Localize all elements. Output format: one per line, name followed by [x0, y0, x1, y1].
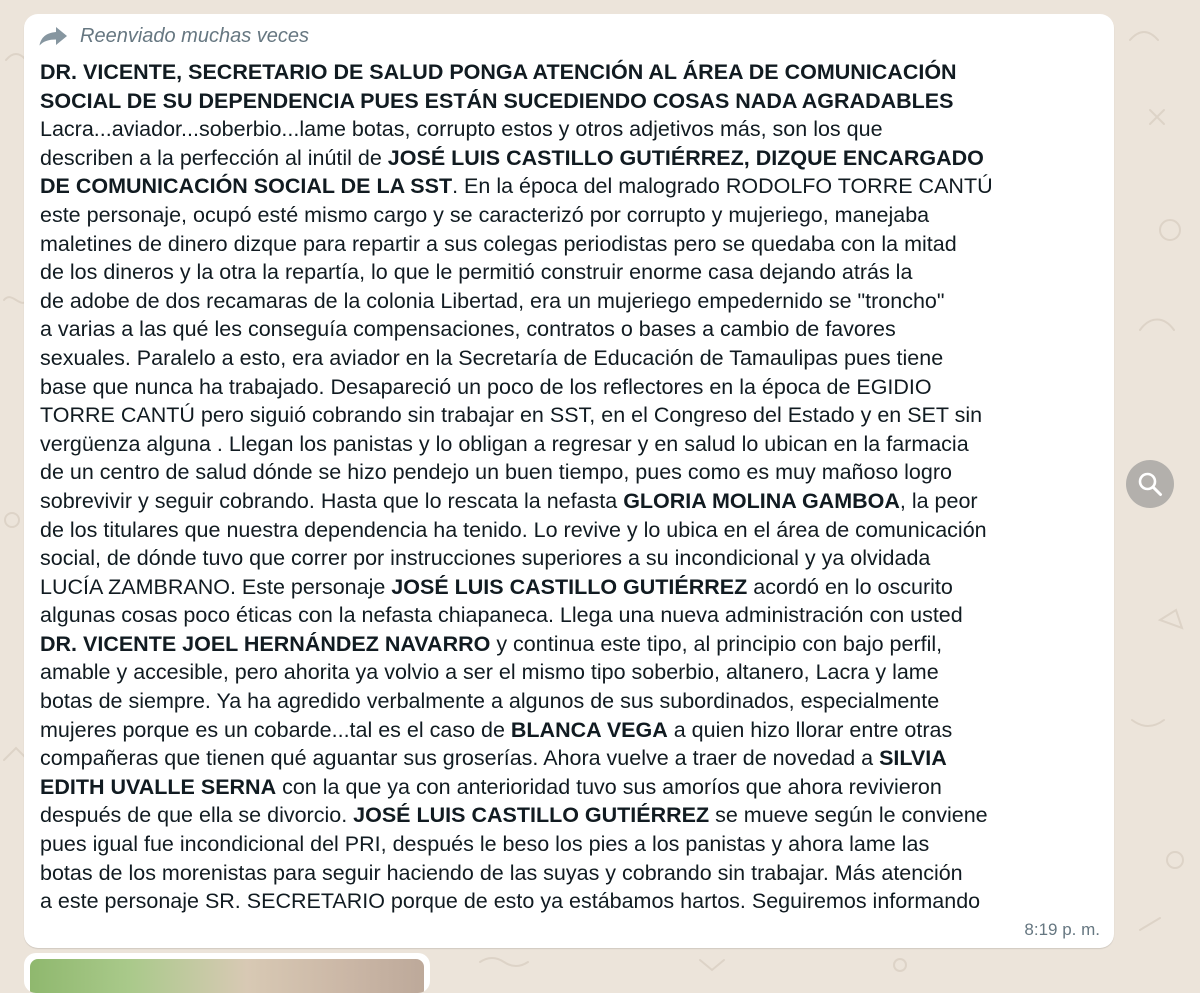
message-plain-text: este personaje, ocupó esté mismo cargo y se caracterizó por corrupto y mujeriego, manejaba	[40, 202, 930, 227]
message-plain-text: pues igual fue incondicional del PRI, después le beso los pies a los panistas y ahora lame las	[40, 832, 930, 857]
message-plain-text: mujeres porque es un cobarde...tal es el caso de	[40, 717, 511, 742]
message-line	[40, 744, 1102, 773]
message-timestamp: 8:19 p. m.	[1024, 920, 1100, 939]
message-bold-text: DE COMUNICACIÓN SOCIAL DE LA SST	[40, 174, 453, 199]
message-plain-text: vergüenza alguna . Llegan los panistas y lo obligan a regresar y en salud lo ubican en la farmacia	[40, 431, 969, 456]
message-line	[40, 315, 1102, 344]
message-plain-text: de adobe de dos recamaras de la colonia Libertad, era un mujeriego empedernido se "troncho"	[40, 288, 945, 313]
message-bubble[interactable]	[24, 14, 1114, 948]
message-line	[40, 401, 1102, 430]
message-line	[40, 887, 1102, 916]
message-line	[40, 201, 1102, 230]
message-line	[40, 430, 1102, 459]
message-plain-text: de los titulares que nuestra dependencia ha tenido. Lo revive y lo ubica en el área de comunicación	[40, 517, 987, 542]
message-bold-text: DR. VICENTE JOEL HERNÁNDEZ NAVARRO	[40, 631, 491, 656]
message-line	[40, 687, 1102, 716]
message-plain-text: . En la época del malogrado RODOLFO TORRE CANTÚ	[452, 174, 993, 199]
message-line	[40, 58, 1102, 87]
message-plain-text: maletines de dinero dizque para repartir a sus colegas periodistas pero se quedaba con la mitad	[40, 231, 957, 256]
message-line	[40, 144, 1102, 173]
message-bold-text: BLANCA VEGA	[510, 717, 668, 742]
message-plain-text: acordó en lo oscurito	[747, 574, 953, 599]
message-plain-text: a quien hizo llorar entre otras	[667, 717, 953, 742]
message-line	[40, 458, 1102, 487]
message-line	[40, 830, 1102, 859]
message-line	[40, 258, 1102, 287]
message-bold-text: SILVIA	[879, 746, 947, 771]
message-line	[40, 344, 1102, 373]
forwarded-indicator	[38, 22, 309, 50]
forwarded-label: Reenviado muchas veces	[80, 24, 310, 47]
message-line	[40, 87, 1102, 116]
message-line	[40, 287, 1102, 316]
forward-arrow-icon	[38, 25, 68, 47]
message-bold-text: JOSÉ LUIS CASTILLO GUTIÉRREZ	[391, 574, 748, 599]
message-plain-text: base que nunca ha trabajado. Desapareció un poco de los reflectores en la época de EGIDIO	[40, 374, 932, 399]
search-icon	[1137, 471, 1163, 497]
search-button[interactable]	[1126, 460, 1174, 508]
message-line	[40, 601, 1102, 630]
message-bold-text: EDITH UVALLE SERNA	[40, 774, 277, 799]
message-line	[40, 544, 1102, 573]
message-line	[40, 115, 1102, 144]
message-plain-text: de los dineros y la otra la repartía, lo que le permitió construir enorme casa dejando atrás la	[40, 260, 913, 285]
message-line	[40, 487, 1102, 516]
message-line	[40, 373, 1102, 402]
message-plain-text: Lacra...aviador...soberbio...lame botas, corrupto estos y otros adjetivos más, son los que	[40, 117, 883, 142]
message-plain-text: compañeras que tienen qué aguantar sus groserías. Ahora vuelve a traer de novedad a	[40, 746, 880, 771]
message-plain-text: sexuales. Paralelo a esto, era aviador en la Secretaría de Educación de Tamaulipas pues tiene	[40, 345, 944, 370]
message-plain-text: se mueve según le conviene	[709, 803, 988, 828]
message-plain-text: a este personaje SR. SECRETARIO porque de esto ya estábamos hartos. Seguiremos informando	[40, 889, 981, 914]
message-line	[40, 230, 1102, 259]
message-line	[40, 859, 1102, 888]
message-plain-text: sobrevivir y seguir cobrando. Hasta que lo rescata la nefasta	[40, 488, 624, 513]
message-line	[40, 630, 1102, 659]
message-plain-text: TORRE CANTÚ pero siguió cobrando sin trabajar en SST, en el Congreso del Estado y en SET sin	[40, 403, 983, 428]
message-line	[40, 716, 1102, 745]
message-plain-text: , la peor	[899, 488, 978, 513]
message-line	[40, 773, 1102, 802]
message-plain-text: social, de dónde tuvo que correr por instrucciones superiores a su incondicional y ya olvidada	[40, 546, 931, 571]
next-message-bubble[interactable]	[24, 953, 430, 993]
message-plain-text: describen a la perfección al inútil de	[40, 145, 388, 170]
message-text	[40, 58, 1102, 916]
message-bold-text: GLORIA MOLINA GAMBOA	[623, 488, 900, 513]
message-plain-text: con la que ya con anterioridad tuvo sus amoríos que ahora revivieron	[276, 774, 942, 799]
message-line	[40, 658, 1102, 687]
message-bold-text: SOCIAL DE SU DEPENDENCIA PUES ESTÁN SUCEDIENDO COSAS NADA AGRADABLES	[40, 88, 954, 113]
message-plain-text: a varias a las qué les conseguía compensaciones, contratos o bases a cambio de favores	[40, 317, 896, 342]
message-plain-text: algunas cosas poco éticas con la nefasta chiapaneca. Llega una nueva administración con usted	[40, 603, 963, 628]
message-plain-text: después de que ella se divorcio.	[40, 803, 354, 828]
message-line	[40, 516, 1102, 545]
message-plain-text: y continua este tipo, al principio con bajo perfil,	[490, 631, 943, 656]
message-bold-text: JOSÉ LUIS CASTILLO GUTIÉRREZ	[353, 803, 710, 828]
message-bold-text: JOSÉ LUIS CASTILLO GUTIÉRREZ, DIZQUE ENCARGADO	[387, 145, 984, 170]
message-plain-text: de un centro de salud dónde se hizo pendejo un buen tiempo, pues como es muy mañoso logro	[40, 460, 952, 485]
message-plain-text: botas de los morenistas para seguir haciendo de las suyas y cobrando sin trabajar. Más atención	[40, 860, 963, 885]
message-plain-text: LUCÍA ZAMBRANO. Este personaje	[40, 574, 392, 599]
message-line	[40, 172, 1102, 201]
message-plain-text: amable y accesible, pero ahorita ya volvio a ser el mismo tipo soberbio, altanero, Lacra y lame	[40, 660, 939, 685]
media-thumbnail[interactable]	[30, 959, 424, 993]
message-bold-text: DR. VICENTE, SECRETARIO DE SALUD PONGA ATENCIÓN AL ÁREA DE COMUNICACIÓN	[40, 60, 957, 84]
message-line	[40, 801, 1102, 830]
message-line	[40, 573, 1102, 602]
message-plain-text: botas de siempre. Ya ha agredido verbalmente a algunos de sus subordinados, especialmente	[40, 689, 940, 714]
